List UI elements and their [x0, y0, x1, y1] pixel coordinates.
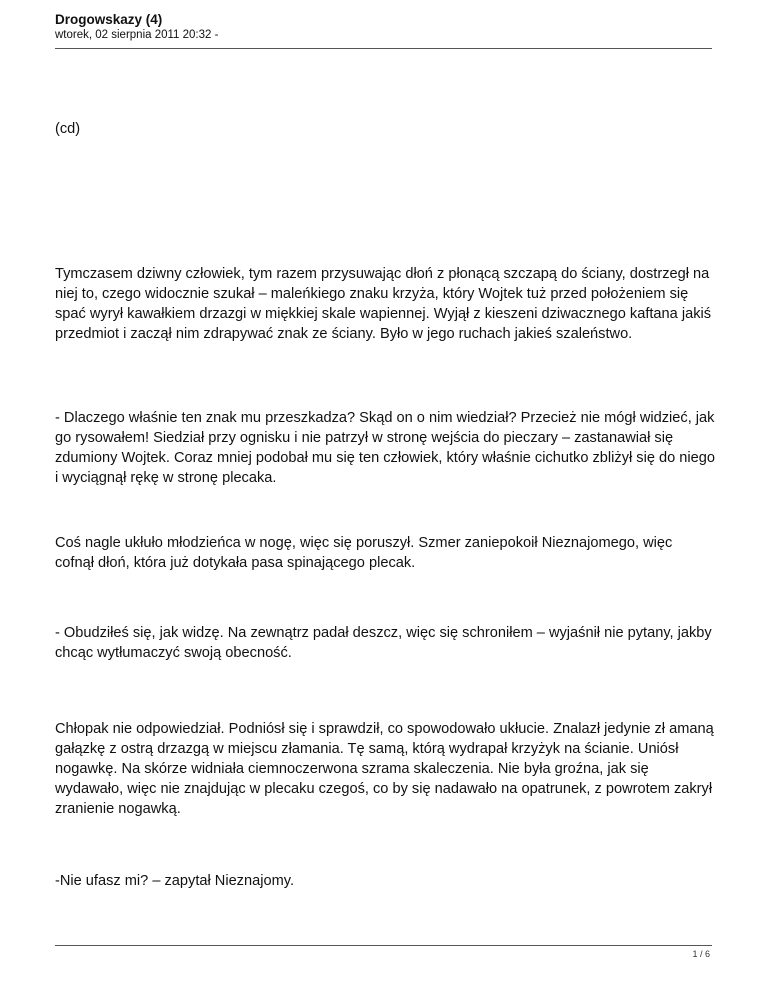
header-divider	[55, 48, 712, 49]
document-date: wtorek, 02 sierpnia 2011 20:32 -	[55, 29, 219, 41]
footer-divider	[55, 945, 712, 946]
paragraph-6	[55, 871, 715, 891]
page-number: 1 / 6	[692, 949, 710, 959]
paragraph-text: -Nie ufasz mi? – zapytał Nieznajomy.	[55, 873, 294, 889]
paragraph-5	[55, 719, 715, 819]
paragraph-2	[55, 408, 715, 488]
paragraph-continuation	[55, 119, 715, 139]
paragraph-4	[55, 623, 715, 663]
paragraph-3	[55, 533, 715, 573]
paragraph-text: (cd)	[55, 121, 81, 137]
paragraph-text: - Obudziłeś się, jak widzę. Na zewnątrz padał deszcz, więc się schroniłem – wyjaśnił nie pytany, jakby chcąc wytłumaczyć swoją obecność.	[55, 625, 712, 661]
paragraph-text: - Dlaczego właśnie ten znak mu przeszkadza? Skąd on o nim wiedział? Przecież nie mógł widzieć, jak go rysowałem! Siedział przy ognisku i nie patrzył w stronę wejścia do pieczary – zastanawiał się zdumiony Wojtek. Coraz mniej podobał mu się ten człowiek, który właśnie cichutko zbliżył się do niego i wyciągnął rękę w stronę plecaka.	[55, 410, 715, 486]
paragraph-text: Coś nagle ukłuło młodzieńca w nogę, więc się poruszył. Szmer zaniepokoił Nieznajomego, więc cofnął dłoń, która już dotykała pasa spinającego plecak.	[55, 535, 673, 571]
document-header	[55, 12, 712, 43]
document-title: Drogowskazy (4)	[55, 12, 163, 27]
paragraph-1	[55, 264, 715, 344]
paragraph-text: Tymczasem dziwny człowiek, tym razem przysuwając dłoń z płonącą szczapą do ściany, dostrzegł na niej to, czego widocznie szukał – maleńkiego znaku krzyża, który Wojtek tuż przed położeniem się spać wyrył kawałkiem drzazgi w miękkiej skale wapiennej. Wyjął z kieszeni dziwacznego kaftana jakiś przedmiot i zaczął nim zdrapywać znak ze ściany. Było w jego ruchach jakieś szaleństwo.	[55, 266, 712, 342]
paragraph-text: Chłopak nie odpowiedział. Podniósł się i sprawdził, co spowodowało ukłucie. Znalazł jedynie zł amaną gałązkę z ostrą drzazgą w miejscu złamania. Tę samą, którą wydrapał krzyżyk na ścianie. Uniósł nogawkę. Na skórze widniała ciemnoczerwona szrama skaleczenia. Nie była groźna, jak się wydawało, więc nie znajdując w plecaku czegoś, co by się nadawało na opatrunek, z powrotem zakrył zranienie nogawką.	[55, 721, 714, 817]
